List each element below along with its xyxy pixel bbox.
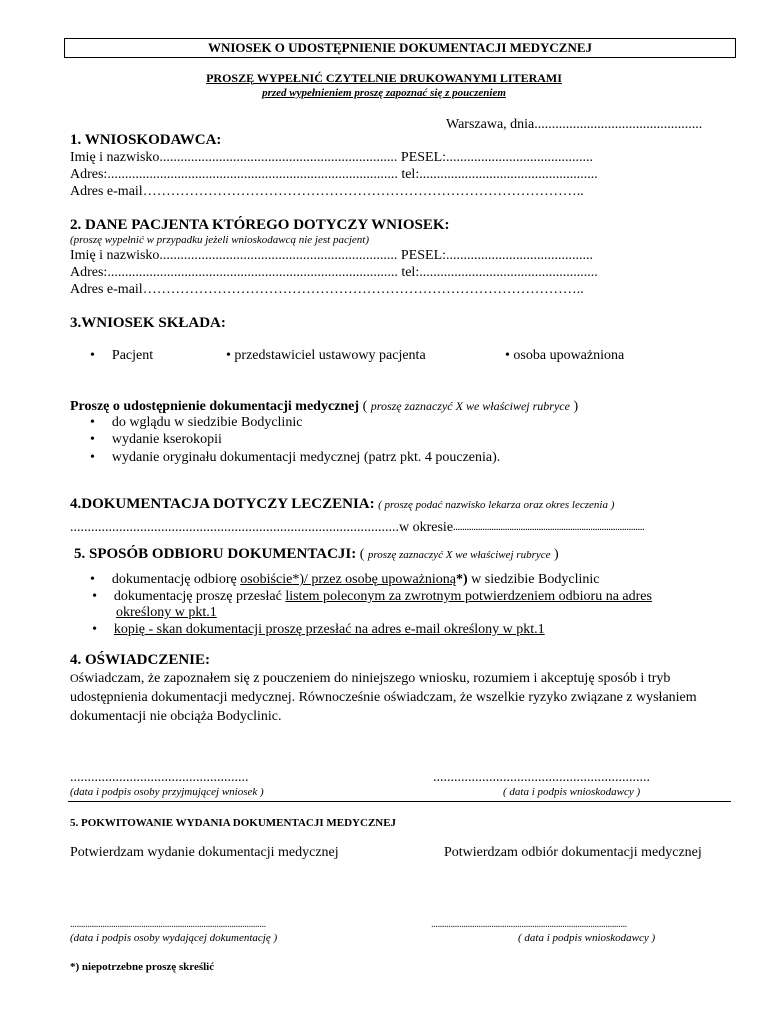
option-label: Pacjent <box>111 348 154 363</box>
bullet-icon: • <box>226 348 231 363</box>
request-heading: Proszę o udostępnienie dokumentacji medycznej <box>70 399 360 414</box>
bullet-icon: • <box>90 348 95 363</box>
request-option-original[interactable]: • wydanie oryginału dokumentacji medycznej (patrz pkt. 4 pouczenia). <box>90 450 501 465</box>
section4-treatment-heading-line <box>70 496 614 513</box>
document-title: WNIOSEK O UDOSTĘPNIENIE DOKUMENTACJI MEDYCZNEJ <box>64 38 736 58</box>
issuer-signature-caption: (data i podpis osoby wydającej dokumentację ) <box>70 932 278 944</box>
receipt-collect-text: Potwierdzam odbiór dokumentacji medycznej <box>444 845 702 860</box>
divider <box>68 801 731 802</box>
collector-signature-caption: ( data i podpis wnioskodawcy ) <box>518 932 656 944</box>
delivery-option-email[interactable]: • kopię - skan dokumentacji proszę przesłać na adres e-mail określony w pkt.1 <box>92 622 545 637</box>
footnote: *) niepotrzebne proszę skreślić <box>70 961 215 973</box>
option-label: przedstawiciel ustawowy pacjenta <box>234 348 426 363</box>
section3-heading: 3.WNIOSEK SKŁADA: <box>70 315 226 331</box>
patient-email-field[interactable]: Adres e-mail………………………………………………………………………………….. <box>70 282 584 297</box>
applicant-address-phone-field[interactable]: Adres:................................................................................... tel:................................................... <box>70 167 598 182</box>
bullet-icon: • <box>90 450 95 465</box>
bullet-icon: • <box>92 589 97 604</box>
declaration-heading: 4. OŚWIADCZENIE: <box>70 652 211 668</box>
declaration-text: Oświadczam, że zapoznałem się z pouczeniem do niniejszego wniosku, rozumiem i akceptuję sposób i tryb udostępnienia dokumentacji medycznej. Równocześnie oświadczam, że wszelkie ryzyko związane z wysłaniem dokumentacji nie obciąża Bodyclinic. <box>70 671 697 724</box>
request-hint: proszę zaznaczyć X we właściwej rubryce <box>370 399 570 413</box>
applicant-signature-line[interactable]: .............................................................. <box>433 770 650 785</box>
delivery-option-personal[interactable]: • dokumentację odbiorę osobiście*)/ przez osobę upoważnioną*) w siedzibie Bodyclinic <box>90 572 600 587</box>
section4-treatment-hint: ( proszę podać nazwisko lekarza oraz okres leczenia ) <box>378 499 615 511</box>
section2-note: (proszę wypełnić w przypadku jeżeli wnioskodawcą nie jest pacjent) <box>70 234 369 246</box>
delivery-option-mail-cont: określony w pkt.1 <box>116 605 217 620</box>
issuer-signature-line[interactable]: ........................................................................................... <box>70 918 266 930</box>
receiver-signature-caption: (data i podpis osoby przyjmującej wniosek ) <box>70 786 264 798</box>
place-date-line[interactable]: Warszawa, dnia................................................ <box>446 117 703 132</box>
section4-treatment-heading: 4.DOKUMENTACJA DOTYCZY LECZENIA: <box>70 496 375 512</box>
option-authorized-person[interactable] <box>505 348 624 364</box>
bullet-icon: • <box>505 348 510 363</box>
collector-signature-line[interactable]: ........................................................................................... <box>431 918 627 930</box>
receipt-heading: 5. POKWITOWANIE WYDANIA DOKUMENTACJI MEDYCZNEJ <box>70 817 397 829</box>
bullet-icon: • <box>90 432 95 447</box>
section5-heading-line: 5. SPOSÓB ODBIORU DOKUMENTACJI: ( proszę zaznaczyć X we właściwej rubryce ) <box>74 546 559 562</box>
option-legal-representative[interactable] <box>226 348 426 364</box>
section2-heading: 2. DANE PACJENTA KTÓREGO DOTYCZY WNIOSEK: <box>70 217 450 233</box>
option-patient[interactable] <box>90 348 153 364</box>
instruction-line-1: PROSZĘ WYPEŁNIĆ CZYTELNIE DRUKOWANYMI LITERAMI <box>206 71 562 85</box>
request-heading-line: Proszę o udostępnienie dokumentacji medycznej ( proszę zaznaczyć X we właściwej rubryce ) <box>70 399 579 414</box>
bullet-icon: • <box>90 415 95 430</box>
receiver-signature-line[interactable]: ................................................... <box>70 770 249 785</box>
section1-heading: 1. WNIOSKODAWCA: <box>70 132 222 148</box>
bullet-icon: • <box>92 622 97 637</box>
request-option-copy[interactable]: • wydanie kserokopii <box>90 432 222 447</box>
option-label: osoba upoważniona <box>513 348 625 363</box>
delivery-option-mail[interactable]: • dokumentację proszę przesłać listem poleconym za zwrotnym potwierdzeniem odbioru na adres <box>92 589 652 604</box>
receipt-issue-text: Potwierdzam wydanie dokumentacji medycznej <box>70 845 339 860</box>
section5-heading: 5. SPOSÓB ODBIORU DOKUMENTACJI: <box>74 546 357 562</box>
applicant-signature-caption: ( data i podpis wnioskodawcy ) <box>503 786 641 798</box>
instruction-line-2: przed wypełnieniem proszę zapoznać się z pouczeniem <box>262 87 506 99</box>
patient-name-pesel-field[interactable]: Imię i nazwisko.................................................................... PESEL:.......................................... <box>70 248 594 263</box>
applicant-email-field[interactable]: Adres e-mail………………………………………………………………………………….. <box>70 184 584 199</box>
applicant-name-pesel-field[interactable]: Imię i nazwisko.................................................................... PESEL:.......................................... <box>70 150 594 165</box>
request-option-view[interactable]: • do wglądu w siedzibie Bodyclinic <box>90 415 303 430</box>
section5-hint: proszę zaznaczyć X we właściwej rubryce <box>367 549 551 561</box>
treatment-doctor-period-field[interactable]: ..............................................................................................w okresie..................................................................................... <box>70 520 645 535</box>
bullet-icon: • <box>90 572 95 587</box>
patient-address-phone-field[interactable]: Adres:................................................................................... tel:................................................... <box>70 265 598 280</box>
